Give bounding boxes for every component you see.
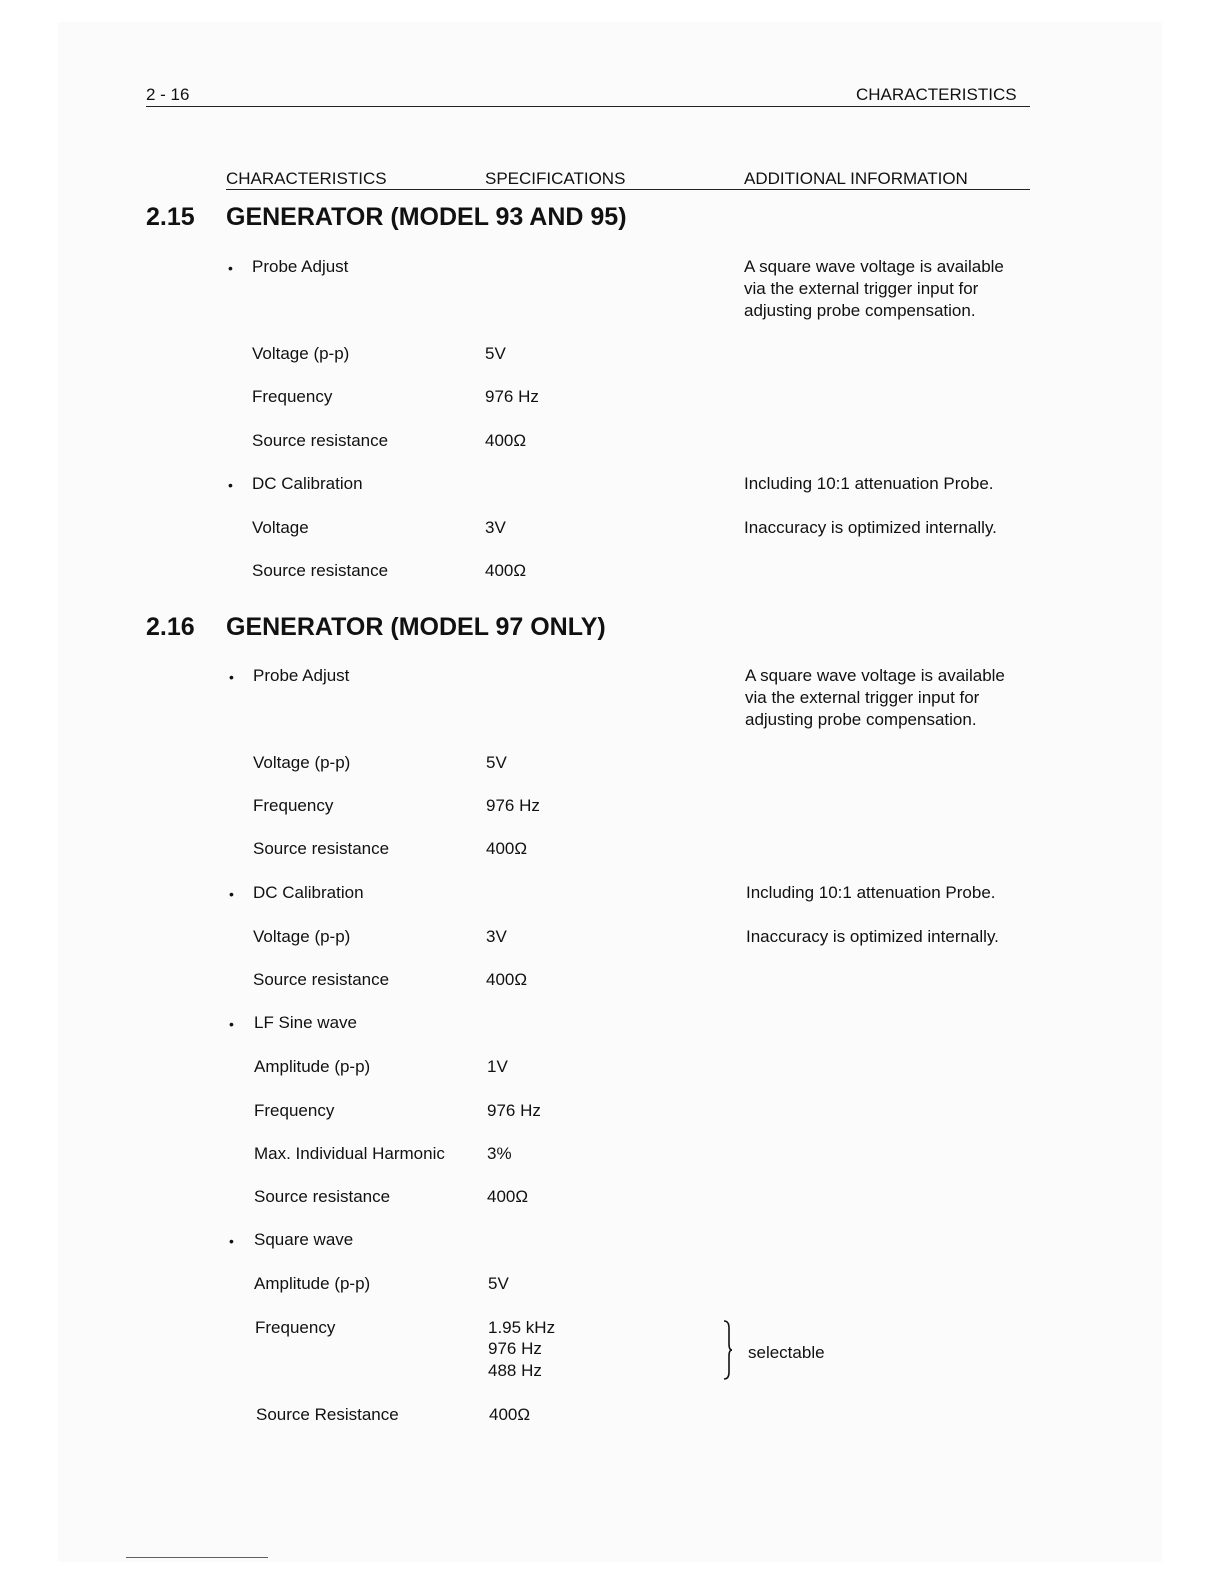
spec-value: 976 Hz bbox=[487, 1101, 541, 1120]
spec-value: 976 Hz bbox=[485, 387, 539, 406]
dc-voltage-info: Inaccuracy is optimized internally. bbox=[744, 518, 997, 537]
bullet-icon: • bbox=[229, 669, 234, 685]
spec-label: Source resistance bbox=[253, 970, 390, 989]
spec-value: 400Ω bbox=[486, 839, 528, 858]
bullet-icon: • bbox=[228, 477, 233, 493]
square-wave-frequency-info: selectable bbox=[748, 1343, 825, 1362]
footer-rule bbox=[126, 1557, 268, 1558]
spec-label: Voltage (p-p) bbox=[253, 753, 351, 772]
item-square-wave: Square wave bbox=[254, 1230, 354, 1249]
brace-icon bbox=[722, 1320, 732, 1380]
probe-adjust-info-line-3: adjusting probe compensation. bbox=[745, 710, 977, 729]
dc-voltage-info: Inaccuracy is optimized internally. bbox=[746, 927, 999, 946]
spec-value: 1.95 kHz bbox=[488, 1318, 556, 1337]
probe-adjust-info-line-2: via the external trigger input for bbox=[744, 279, 979, 298]
running-title: CHARACTERISTICS bbox=[856, 85, 1017, 104]
page-number: 2 - 16 bbox=[146, 85, 190, 104]
column-header-additional-information: ADDITIONAL INFORMATION bbox=[744, 169, 968, 188]
spec-value: 3% bbox=[487, 1144, 512, 1163]
header-rule bbox=[146, 106, 1030, 107]
bullet-icon: • bbox=[228, 260, 233, 276]
spec-label: Voltage (p-p) bbox=[253, 927, 351, 946]
spec-label: Source resistance bbox=[253, 839, 390, 858]
dc-calibration-info: Including 10:1 attenuation Probe. bbox=[744, 474, 994, 493]
spec-value: 400Ω bbox=[486, 970, 528, 989]
spec-label: Frequency bbox=[255, 1318, 336, 1337]
spec-value: 976 Hz bbox=[488, 1339, 542, 1358]
item-dc-calibration: DC Calibration bbox=[252, 474, 363, 493]
spec-value: 400Ω bbox=[485, 561, 527, 580]
bullet-icon: • bbox=[229, 886, 234, 902]
item-lf-sine-wave: LF Sine wave bbox=[254, 1013, 357, 1032]
spec-label: Voltage (p-p) bbox=[252, 344, 350, 363]
spec-value: 5V bbox=[485, 344, 506, 363]
spec-label: Max. Individual Harmonic bbox=[254, 1144, 445, 1163]
section-number-2-16: 2.16 bbox=[146, 613, 195, 641]
bullet-icon: • bbox=[229, 1233, 234, 1249]
spec-value: 976 Hz bbox=[486, 796, 540, 815]
spec-label: Amplitude (p-p) bbox=[254, 1274, 371, 1293]
probe-adjust-info-line-3: adjusting probe compensation. bbox=[744, 301, 976, 320]
item-probe-adjust: Probe Adjust bbox=[252, 257, 349, 276]
spec-value: 488 Hz bbox=[488, 1361, 542, 1380]
spec-value: 400Ω bbox=[487, 1187, 529, 1206]
spec-label: Frequency bbox=[253, 796, 334, 815]
spec-value: 5V bbox=[488, 1274, 509, 1293]
spec-label: Source resistance bbox=[254, 1187, 391, 1206]
spec-label: Source Resistance bbox=[256, 1405, 399, 1424]
spec-value: 3V bbox=[486, 927, 507, 946]
section-title-2-15: GENERATOR (MODEL 93 AND 95) bbox=[226, 203, 627, 231]
item-dc-calibration: DC Calibration bbox=[253, 883, 364, 902]
spec-label: Voltage bbox=[252, 518, 309, 537]
spec-value: 1V bbox=[487, 1057, 508, 1076]
section-title-2-16: GENERATOR (MODEL 97 ONLY) bbox=[226, 613, 606, 641]
probe-adjust-info-line-2: via the external trigger input for bbox=[745, 688, 980, 707]
dc-calibration-info: Including 10:1 attenuation Probe. bbox=[746, 883, 996, 902]
column-header-rule bbox=[226, 189, 1030, 190]
section-number-2-15: 2.15 bbox=[146, 203, 195, 231]
spec-label: Source resistance bbox=[252, 431, 389, 450]
spec-value: 400Ω bbox=[485, 431, 527, 450]
bullet-icon: • bbox=[229, 1016, 234, 1032]
item-probe-adjust: Probe Adjust bbox=[253, 666, 350, 685]
probe-adjust-info-line-1: A square wave voltage is available bbox=[744, 257, 1004, 276]
spec-value: 5V bbox=[486, 753, 507, 772]
spec-label: Amplitude (p-p) bbox=[254, 1057, 371, 1076]
column-header-specifications: SPECIFICATIONS bbox=[485, 169, 626, 188]
page-background bbox=[58, 22, 1162, 1562]
column-header-characteristics: CHARACTERISTICS bbox=[226, 169, 387, 188]
spec-label: Source resistance bbox=[252, 561, 389, 580]
spec-label: Frequency bbox=[254, 1101, 335, 1120]
spec-value: 400Ω bbox=[489, 1405, 531, 1424]
probe-adjust-info-line-1: A square wave voltage is available bbox=[745, 666, 1005, 685]
spec-label: Frequency bbox=[252, 387, 333, 406]
spec-value: 3V bbox=[485, 518, 506, 537]
